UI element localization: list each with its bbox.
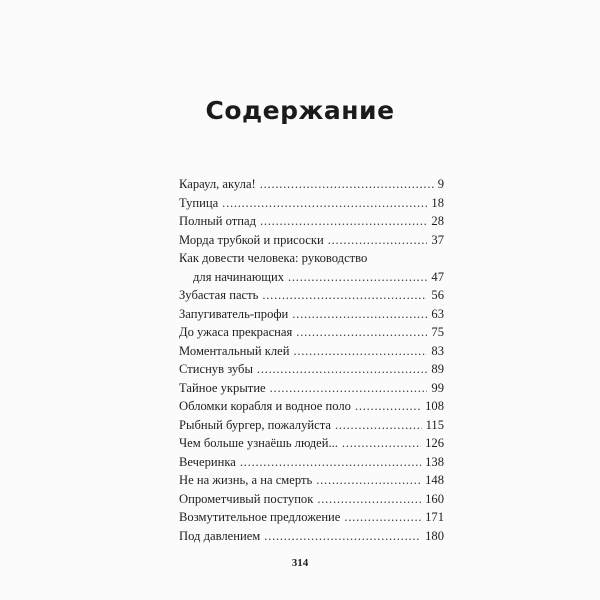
- dot-leader: [292, 305, 427, 324]
- toc-entry: [179, 194, 444, 213]
- toc-entry: [179, 231, 444, 250]
- dot-leader: [222, 194, 427, 213]
- toc-entry-page: 148: [425, 473, 444, 487]
- toc-entry-title: Возмутительное предложение: [179, 510, 341, 524]
- toc-entry-title: Стиснув зубы: [179, 362, 253, 376]
- toc-entry-title: Обломки корабля и водное поло: [179, 399, 351, 413]
- page-number: 314: [291, 557, 309, 569]
- toc-entry-title: До ужаса прекрасная: [179, 325, 293, 339]
- toc-entry: [179, 434, 444, 453]
- toc-entry: [179, 175, 444, 194]
- dot-leader: [335, 416, 422, 435]
- toc-entry: [179, 453, 444, 472]
- dot-leader: [288, 268, 427, 287]
- dot-leader: [293, 342, 427, 361]
- toc-entry-page: 180: [425, 528, 444, 543]
- toc-entry-title-line2: для начинающих: [193, 269, 285, 284]
- toc-entry-page: 115: [425, 417, 444, 432]
- toc-entry-title: Зубастая пасть: [179, 288, 259, 302]
- toc-entry-title-line1: Как довести человека: руководство: [179, 251, 368, 265]
- dot-leader: [262, 286, 427, 305]
- toc-entry-page: 171: [425, 510, 444, 524]
- toc-entry-title: Полный отпад: [179, 214, 256, 228]
- toc-entry-page: 18: [431, 195, 444, 210]
- dot-leader: [342, 434, 421, 453]
- toc-entry-page: 9: [437, 177, 444, 191]
- toc-entry-title: Тайное укрытие: [179, 380, 266, 395]
- dot-leader: [296, 323, 427, 342]
- dot-leader: [257, 360, 427, 379]
- toc-entry-page: 89: [431, 362, 444, 376]
- toc-entry: [179, 527, 444, 546]
- toc-entry-page: 160: [425, 491, 444, 506]
- dot-leader: [240, 453, 421, 472]
- toc-entry-title: Тупица: [179, 195, 219, 210]
- toc-entry-page: 47: [431, 269, 444, 284]
- dot-leader: [355, 397, 421, 416]
- toc-entry-page: 75: [431, 325, 444, 339]
- toc-entry-page: 37: [431, 232, 444, 247]
- dot-leader: [260, 212, 427, 231]
- toc-entry-page: 99: [431, 380, 444, 395]
- dot-leader: [260, 175, 434, 194]
- toc-entry: [179, 360, 444, 379]
- table-of-contents: [179, 175, 444, 545]
- toc-entry: [179, 342, 444, 361]
- toc-entry: [179, 508, 444, 527]
- toc-entry-title: Караул, акула!: [179, 177, 256, 191]
- toc-entry-title: Морда трубкой и присоски: [179, 232, 324, 247]
- toc-entry-page: 126: [425, 436, 444, 450]
- dot-leader: [317, 490, 421, 509]
- page-title: Содержание: [205, 96, 395, 125]
- toc-entry: [179, 305, 444, 324]
- toc-entry: [179, 379, 444, 398]
- toc-entry-title: Рыбный бургер, пожалуйста: [179, 417, 331, 432]
- toc-entry-title: Чем больше узнаёшь людей...: [179, 436, 338, 450]
- toc-entry-page: 138: [425, 454, 444, 469]
- toc-entry-title: Опрометчивый поступок: [179, 491, 314, 506]
- toc-entry: [179, 397, 444, 416]
- toc-entry: [179, 490, 444, 509]
- toc-entry: [179, 286, 444, 305]
- toc-entry: [179, 471, 444, 490]
- toc-entry-page: 56: [431, 288, 444, 302]
- dot-leader: [316, 471, 421, 490]
- dot-leader: [270, 379, 428, 398]
- toc-entry-title: Вечеринка: [179, 454, 236, 469]
- dot-leader: [328, 231, 428, 250]
- toc-entry-title: Под давлением: [179, 528, 261, 543]
- toc-entry: [179, 212, 444, 231]
- toc-entry-title: Моментальный клей: [179, 343, 290, 358]
- toc-entry-page: 108: [425, 399, 444, 413]
- toc-entry-title: Не на жизнь, а на смерть: [179, 473, 313, 487]
- toc-entry-title: Запугиватель-профи: [179, 306, 289, 321]
- toc-entry: [179, 416, 444, 435]
- toc-entry-page: 28: [431, 214, 444, 228]
- dot-leader: [344, 508, 421, 527]
- toc-entry: [179, 323, 444, 342]
- dot-leader: [264, 527, 421, 546]
- toc-entry-page: 63: [431, 306, 444, 321]
- toc-entry: [179, 249, 444, 286]
- toc-entry-page: 83: [431, 343, 444, 358]
